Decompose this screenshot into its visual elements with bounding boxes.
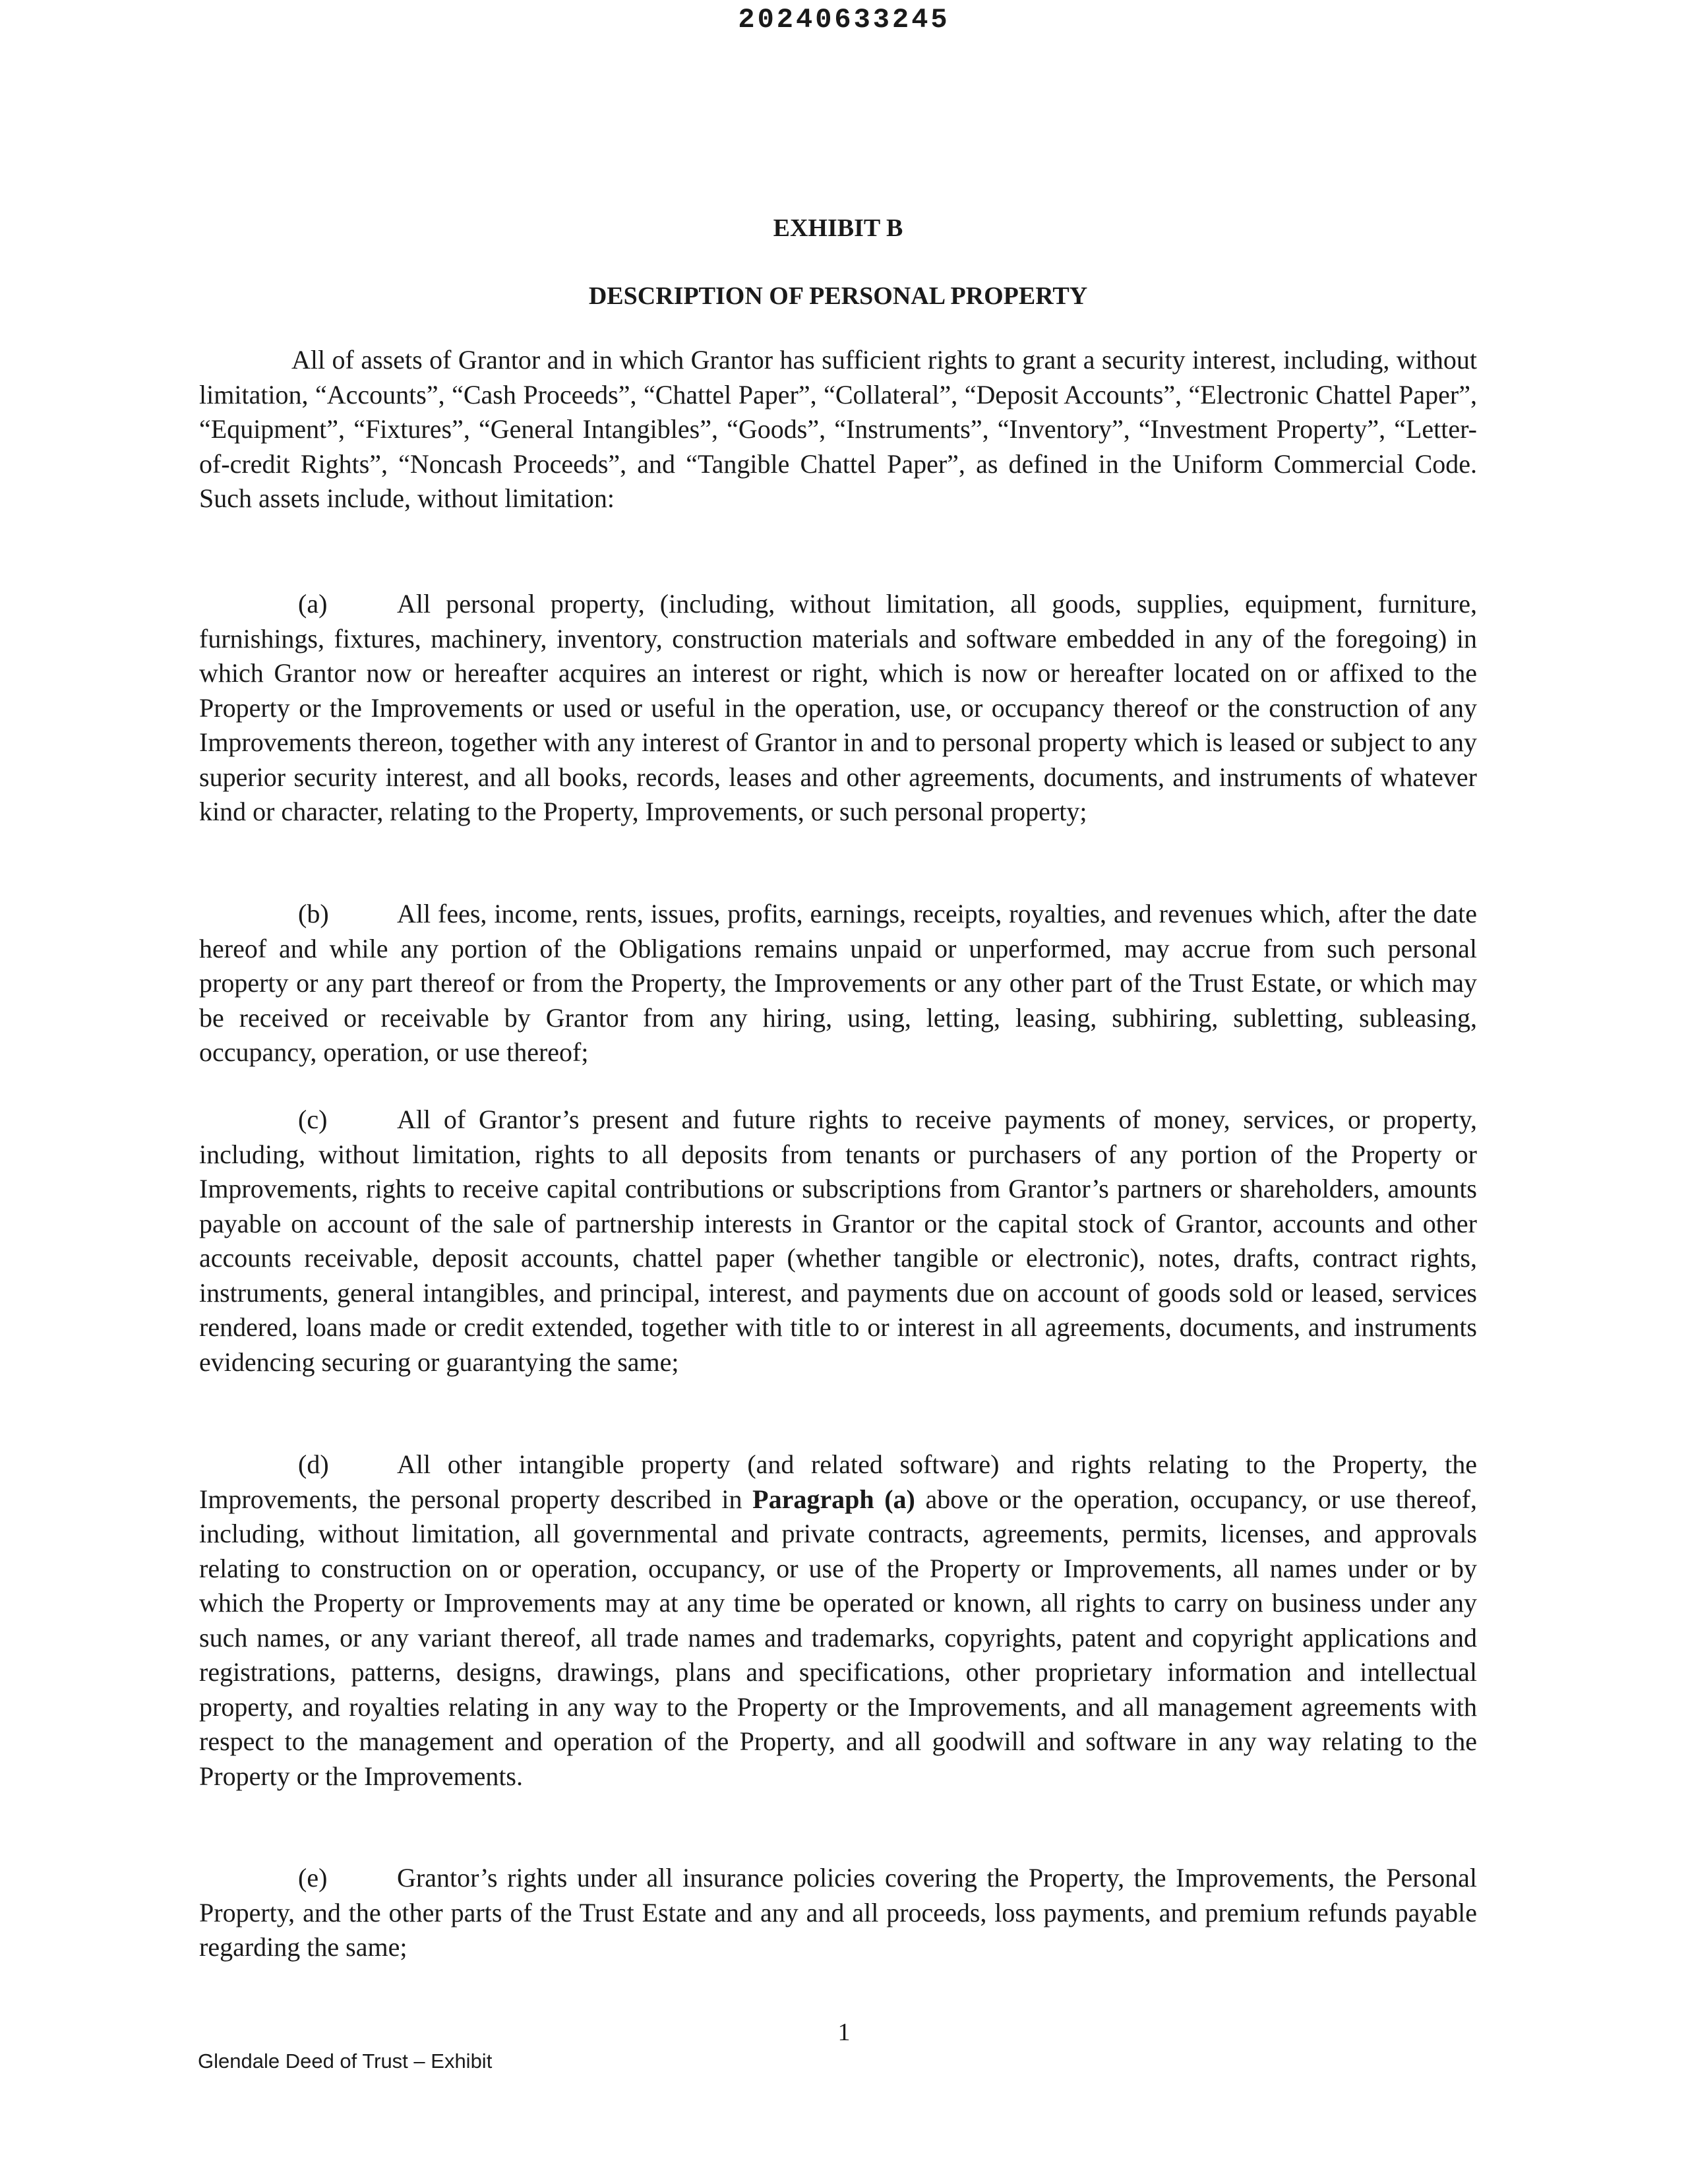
paragraph-a-label: (a): [298, 589, 328, 619]
paragraph-e: [199, 1861, 1477, 1965]
paragraph-d-text-after: above or the operation, occupancy, or use thereof, including, without limitation, all governmental and private contracts, agreements, permits, licenses, and approvals relating to construction on or operation, occupancy, or use of the Property or Improvements, all names under or by which the Property or Improvements may at any time be operated or known, all rights to carry on business under any such names, or any variant thereof, all trade names and trademarks, copyrights, patent and copyright applications and registrations, patterns, designs, drawings, plans and specifications, other proprietary information and intellectual property, and royalties relating in any way to the Property or the Improvements, and all management agreements with respect to the management and operation of the Property, and all goodwill and software in any way relating to the Property or the Improvements.: [199, 1484, 1478, 1791]
paragraph-d: [199, 1447, 1477, 1794]
paragraph-e-label: (e): [298, 1863, 328, 1893]
paragraph-d-label: (d): [298, 1449, 329, 1479]
page-number: 1: [837, 2018, 851, 2046]
paragraph-c-label: (c): [298, 1105, 328, 1134]
intro-text: All of assets of Grantor and in which Grantor has sufficient rights to grant a security interest, including, without limitation, “Accounts”, “Cash Proceeds”, “Chattel Paper”, “Collateral”, “Deposit Accounts”, “Electronic Chattel Paper”, “Equipment”, “Fixtures”, “General Intangibles”, “Goods”, “Instruments”, “Inventory”, “Investment Property”, “Letter-of-credit Rights”, “Noncash Proceeds”, and “Tangible Chattel Paper”, as defined in the Uniform Commercial Code. Such assets include, without limitation:: [199, 345, 1477, 513]
paragraph-b-label: (b): [298, 899, 329, 928]
paragraph-a: [199, 587, 1477, 830]
recording-number: 20240633245: [738, 4, 950, 36]
paragraph-c-text: All of Grantor’s present and future rights to receive payments of money, services, or property, including, without limitation, rights to all deposits from tenants or purchasers of any portion of the Property or Improvements, rights to receive capital contributions or subscriptions from Grantor’s partners or shareholders, amounts payable on account of the sale of partnership interests in Grantor or the capital stock of Grantor, accounts and other accounts receivable, deposit accounts, chattel paper (whether tangible or electronic), notes, drafts, contract rights, instruments, general intangibles, and principal, interest, and payments due on account of goods sold or leased, services rendered, loans made or credit extended, together with title to or interest in all agreements, documents, and instruments evidencing securing or guarantying the same;: [199, 1105, 1477, 1377]
paragraph-c: [199, 1103, 1477, 1380]
paragraph-d-text-before: All other intangible property (and related software) and rights relating to the Property, the Improvements, the personal property described in: [199, 1449, 1477, 1514]
document-heading: DESCRIPTION OF PERSONAL PROPERTY: [588, 282, 1088, 310]
intro-paragraph: [199, 343, 1477, 516]
exhibit-title: EXHIBIT B: [773, 214, 903, 242]
paragraph-e-text: Grantor’s rights under all insurance policies covering the Property, the Improvements, the Personal Property, and the other parts of the Trust Estate and any and all proceeds, loss payments, and premium refunds payable regarding the same;: [199, 1863, 1477, 1962]
paragraph-b-text: All fees, income, rents, issues, profits, earnings, receipts, royalties, and revenues which, after the date hereof and while any portion of the Obligations remains unpaid or unperformed, may accrue from such personal property or any part thereof or from the Property, the Improvements or any other part of the Trust Estate, or which may be received or receivable by Grantor from any hiring, using, letting, leasing, subhiring, subletting, subleasing, occupancy, operation, or use thereof;: [199, 899, 1477, 1067]
paragraph-a-reference: Paragraph (a): [752, 1484, 915, 1514]
footer-document-name: Glendale Deed of Trust – Exhibit: [198, 2049, 493, 2073]
paragraph-a-text: All personal property, (including, without limitation, all goods, supplies, equipment, furniture, furnishings, fixtures, machinery, inventory, construction materials and software embedded in any of the foregoing) in which Grantor now or hereafter acquires an interest or right, which is now or hereafter located on or affixed to the Property or the Improvements or used or useful in the operation, use, or occupancy thereof or the construction of any Improvements thereon, together with any interest of Grantor in and to personal property which is leased or subject to any superior security interest, and all books, records, leases and other agreements, documents, and instruments of whatever kind or character, relating to the Property, Improvements, or such personal property;: [199, 589, 1477, 826]
paragraph-b: [199, 897, 1477, 1070]
